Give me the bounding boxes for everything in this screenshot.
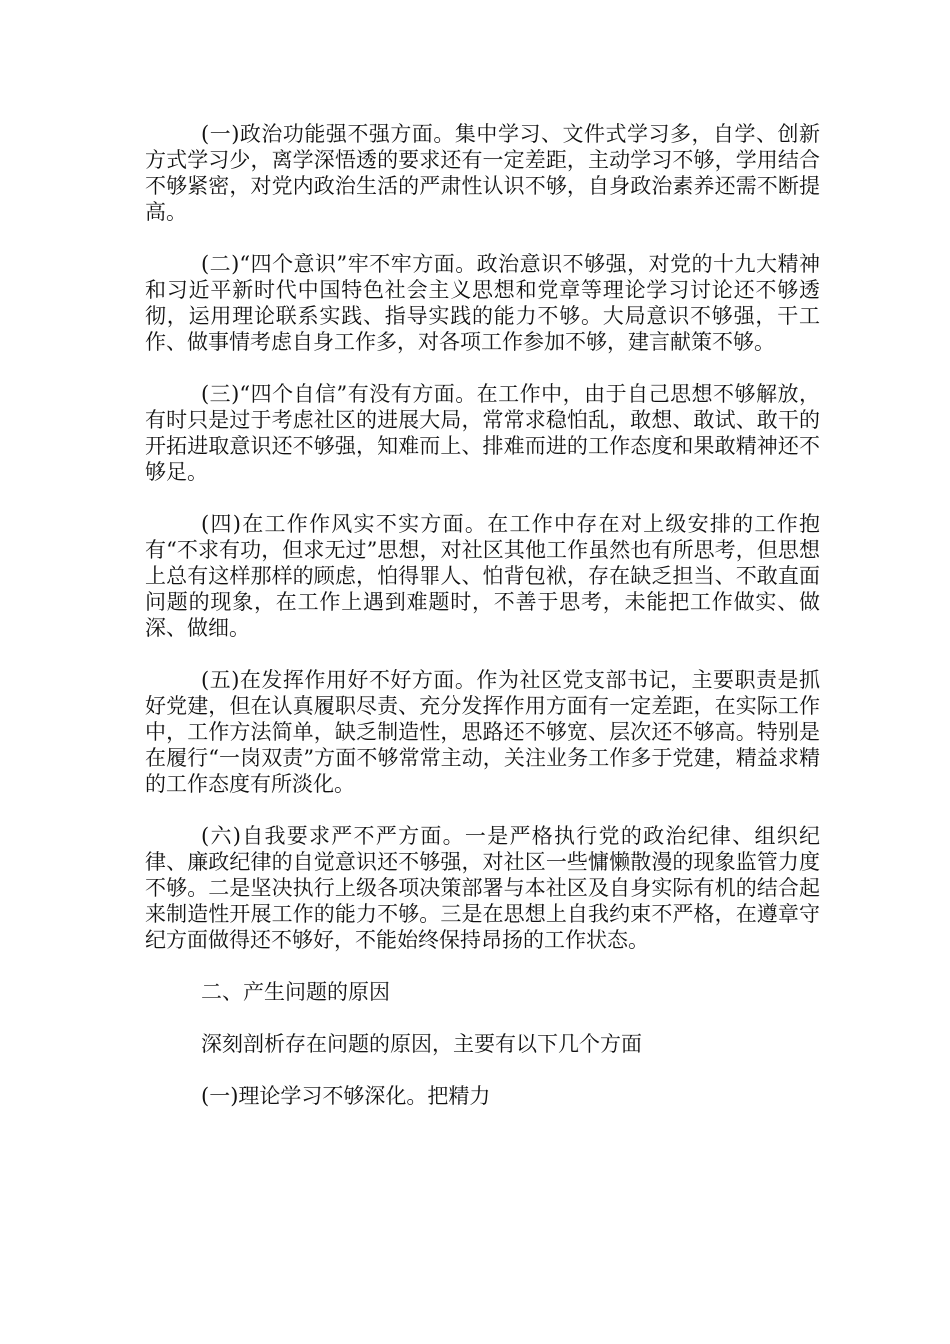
paragraph-work-style: (四)在工作作风实不实方面。在工作中存在对上级安排的工作抱有“不求有功，但求无过”思想，对社区其他工作虽然也有所思考，但思想上总有这样那样的顾虑，怕得罪人、怕背包袱，存在缺乏担当、不敢直面问题的现象，在工作上遇到难题时，不善于思考，未能把工作做实、做深、做细。 xyxy=(145,512,820,640)
paragraph-four-confidence: (三)“四个自信”有没有方面。在工作中，由于自己思想不够解放，有时只是过于考虑社区的进展大局，常常求稳怕乱，敢想、敢试、敢干的开拓进取意识还不够强，知难而上、排难而进的工作态度和果敢精神还不够足。 xyxy=(145,382,820,484)
paragraph-political-function: (一)政治功能强不强方面。集中学习、文件式学习多，自学、创新方式学习少，离学深悟透的要求还有一定差距，主动学习不够，学用结合不够紧密，对党内政治生活的严肃性认识不够，自身政治素养还需不断提高。 xyxy=(145,122,820,224)
paragraph-four-consciousness: (二)“四个意识”牢不牢方面。政治意识不够强，对党的十九大精神和习近平新时代中国特色社会主义思想和党章等理论学习讨论还不够透彻，运用理论联系实践、指导实践的能力不够。大局意识不够强，干工作、做事情考虑自身工作多，对各项工作参加不够，建言献策不够。 xyxy=(145,252,820,354)
paragraph-role-play: (五)在发挥作用好不好方面。作为社区党支部书记，主要职责是抓好党建，但在认真履职尽责、充分发挥作用方面有一定差距，在实际工作中，工作方法简单，缺乏制造性，思路还不够宽、层次还不够高。特别是在履行“一岗双责”方面不够常常主动，关注业务工作多于党建，精益求精的工作态度有所淡化。 xyxy=(145,668,820,796)
paragraph-theory-study: (一)理论学习不够深化。把精力 xyxy=(201,1084,491,1108)
paragraph-self-requirement: (六)自我要求严不严方面。一是严格执行党的政治纪律、组织纪律、廉政纪律的自觉意识还不够强，对社区一些慵懒散漫的现象监管力度不够。二是坚决执行上级各项决策部署与本社区及自身实际有机的结合起来制造性开展工作的能力不够。三是在思想上自我约束不严格，在遵章守纪方面做得还不够好，不能始终保持昂扬的工作状态。 xyxy=(145,824,820,952)
section-heading-causes: 二、产生问题的原因 xyxy=(201,980,390,1004)
paragraph-causes-intro: 深刻剖析存在问题的原因，主要有以下几个方面 xyxy=(201,1032,642,1056)
document-page xyxy=(145,121,820,1135)
